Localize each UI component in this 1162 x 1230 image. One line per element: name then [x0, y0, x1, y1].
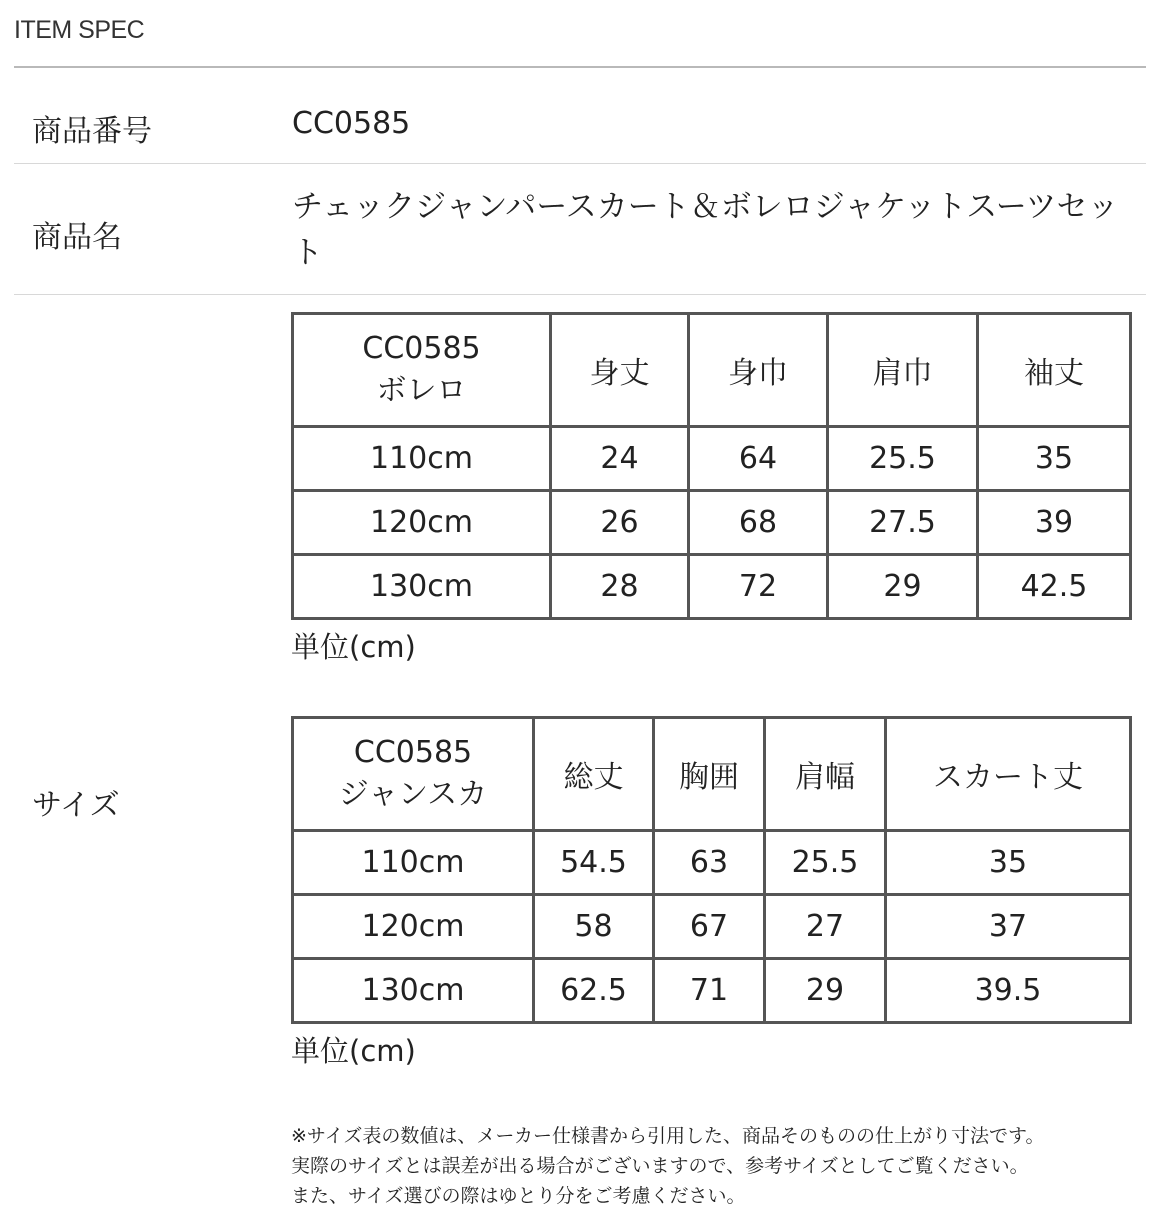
- column-header: 胸囲: [654, 718, 765, 831]
- table-row: [293, 959, 1131, 1023]
- bolero-size-table: [291, 312, 1132, 620]
- column-header: 総丈: [534, 718, 654, 831]
- measure-cell: 35: [886, 831, 1131, 895]
- measure-cell: 68: [689, 491, 828, 555]
- size-disclaimer: [291, 1121, 1045, 1211]
- measure-cell: 35: [978, 427, 1131, 491]
- measure-cell: 29: [765, 959, 886, 1023]
- unit-note: 単位(cm): [291, 1034, 416, 1068]
- measure-cell: 42.5: [978, 555, 1131, 619]
- measure-cell: 54.5: [534, 831, 654, 895]
- measure-cell: 67: [654, 895, 765, 959]
- table-corner-header: [293, 718, 534, 831]
- measure-cell: 28: [551, 555, 689, 619]
- table-row: [293, 427, 1131, 491]
- measure-cell: 26: [551, 491, 689, 555]
- table-row: [293, 895, 1131, 959]
- jumper-skirt-size-table: [291, 716, 1132, 1024]
- measure-cell: 27.5: [828, 491, 978, 555]
- product-code-value: CC0585: [292, 106, 411, 141]
- table-corner-header: [293, 314, 551, 427]
- row-divider: [14, 163, 1146, 164]
- size-label: サイズ: [32, 788, 120, 823]
- measure-cell: 62.5: [534, 959, 654, 1023]
- size-cell: 110cm: [293, 427, 551, 491]
- measure-cell: 37: [886, 895, 1131, 959]
- product-code-label: 商品番号: [32, 114, 152, 149]
- unit-note: 単位(cm): [291, 630, 416, 664]
- measure-cell: 24: [551, 427, 689, 491]
- column-header: 身巾: [689, 314, 828, 427]
- garment-type: ジャンスカ: [338, 777, 488, 812]
- product-name-value: チェックジャンパースカート＆ボレロジャケットスーツセット: [292, 189, 1119, 271]
- table-header-row: [293, 718, 1131, 831]
- table-row: [293, 491, 1131, 555]
- column-header: 袖丈: [978, 314, 1131, 427]
- measure-cell: 29: [828, 555, 978, 619]
- column-header: 肩巾: [828, 314, 978, 427]
- table-row: [293, 555, 1131, 619]
- column-header: スカート丈: [886, 718, 1131, 831]
- note-line: 実際のサイズとは誤差が出る場合がございますので、参考サイズとしてご覧ください。: [291, 1155, 1029, 1177]
- model-code: CC0585: [353, 735, 473, 770]
- row-divider: [14, 294, 1146, 295]
- garment-type: ボレロ: [376, 373, 467, 408]
- column-header: 肩幅: [765, 718, 886, 831]
- measure-cell: 64: [689, 427, 828, 491]
- size-cell: 130cm: [293, 959, 534, 1023]
- measure-cell: 58: [534, 895, 654, 959]
- size-cell: 110cm: [293, 831, 534, 895]
- section-title: ITEM SPEC: [14, 16, 145, 44]
- product-name-label: 商品名: [32, 220, 122, 255]
- measure-cell: 39: [978, 491, 1131, 555]
- measure-cell: 25.5: [765, 831, 886, 895]
- measure-cell: 25.5: [828, 427, 978, 491]
- table-row: [293, 831, 1131, 895]
- model-code: CC0585: [362, 331, 481, 366]
- measure-cell: 27: [765, 895, 886, 959]
- measure-cell: 72: [689, 555, 828, 619]
- header-divider: [14, 66, 1146, 68]
- size-cell: 120cm: [293, 491, 551, 555]
- measure-cell: 39.5: [886, 959, 1131, 1023]
- note-line: ※サイズ表の数値は、メーカー仕様書から引用した、商品そのものの仕上がり寸法です。: [291, 1125, 1045, 1147]
- size-cell: 120cm: [293, 895, 534, 959]
- measure-cell: 63: [654, 831, 765, 895]
- size-cell: 130cm: [293, 555, 551, 619]
- table-header-row: [293, 314, 1131, 427]
- measure-cell: 71: [654, 959, 765, 1023]
- note-line: また、サイズ選びの際はゆとり分をご考慮ください。: [291, 1185, 746, 1207]
- column-header: 身丈: [551, 314, 689, 427]
